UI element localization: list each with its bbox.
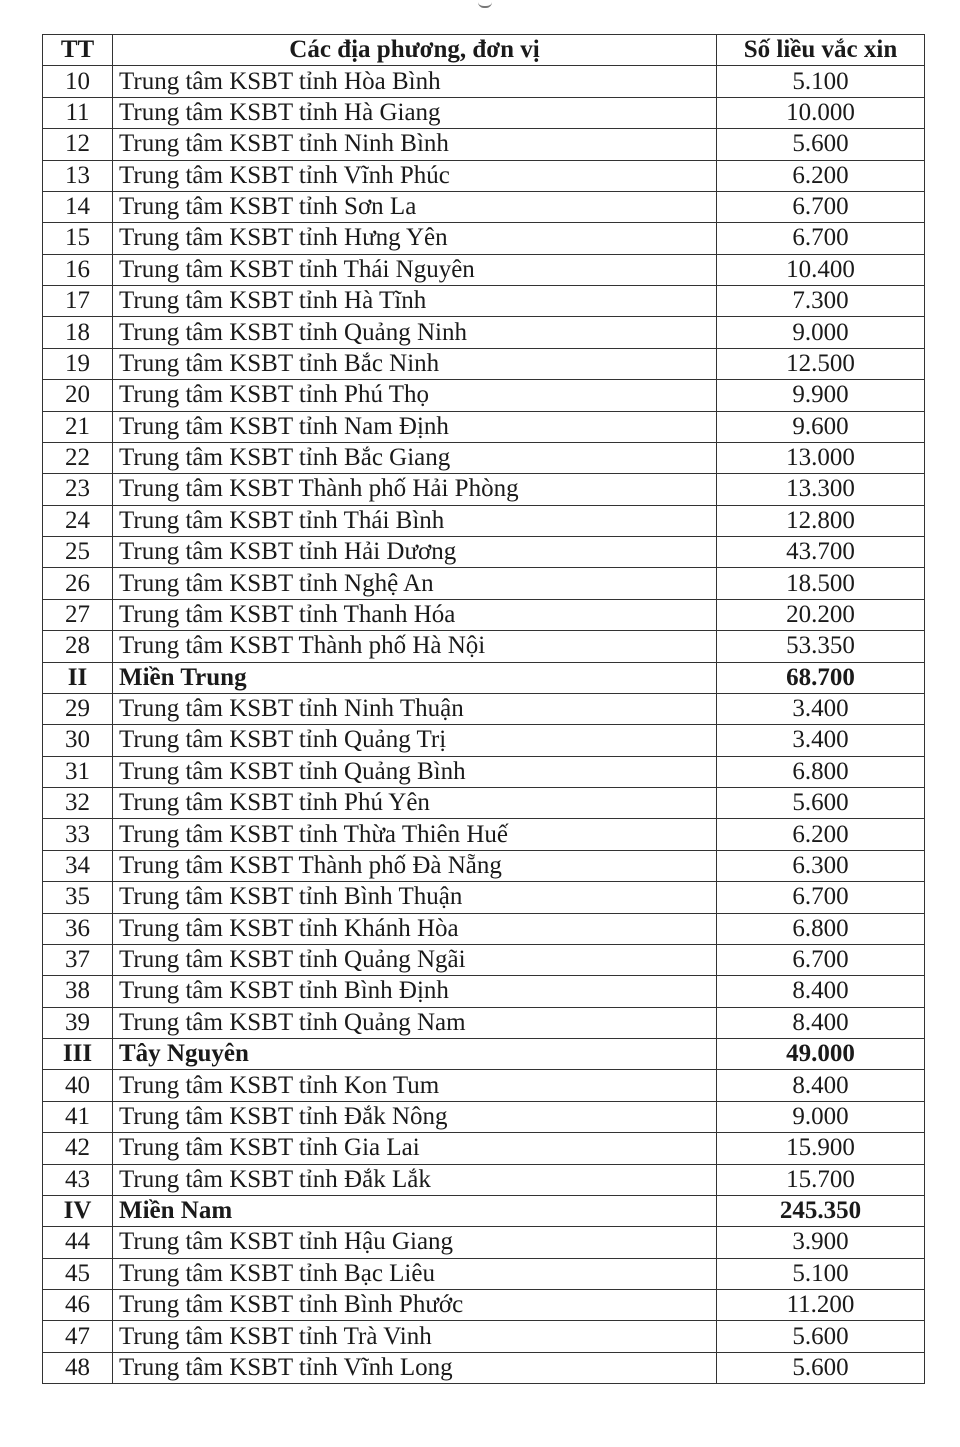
table-row [43, 631, 925, 662]
row-unit: Trung tâm KSBT tỉnh Hòa Bình [113, 66, 717, 97]
section-row [43, 1195, 925, 1226]
table-row [43, 944, 925, 975]
row-doses: 12.800 [717, 505, 925, 536]
header-doses: Số liều vắc xin [717, 35, 925, 66]
row-unit: Trung tâm KSBT tỉnh Quảng Bình [113, 756, 717, 787]
table-row [43, 976, 925, 1007]
row-doses: 6.800 [717, 756, 925, 787]
table-body [43, 66, 925, 1384]
row-unit: Trung tâm KSBT tỉnh Vĩnh Long [113, 1352, 717, 1383]
row-doses: 15.700 [717, 1164, 925, 1195]
row-doses: 6.700 [717, 191, 925, 222]
row-tt: 27 [43, 599, 113, 630]
row-tt: 42 [43, 1133, 113, 1164]
row-tt: 20 [43, 380, 113, 411]
row-doses: 5.600 [717, 129, 925, 160]
row-unit: Trung tâm KSBT tỉnh Bình Thuận [113, 882, 717, 913]
row-tt: III [43, 1039, 113, 1070]
header-unit: Các địa phương, đơn vị [113, 35, 717, 66]
row-tt: 15 [43, 223, 113, 254]
row-doses: 13.000 [717, 442, 925, 473]
row-unit: Trung tâm KSBT Thành phố Hải Phòng [113, 474, 717, 505]
table-row [43, 1007, 925, 1038]
row-unit: Trung tâm KSBT tỉnh Quảng Ngãi [113, 944, 717, 975]
row-tt: 11 [43, 97, 113, 128]
row-unit: Trung tâm KSBT tỉnh Hưng Yên [113, 223, 717, 254]
row-doses: 9.900 [717, 380, 925, 411]
row-tt: 33 [43, 819, 113, 850]
row-tt: 28 [43, 631, 113, 662]
table-row [43, 129, 925, 160]
row-tt: 30 [43, 725, 113, 756]
row-tt: 41 [43, 1101, 113, 1132]
row-unit: Trung tâm KSBT tỉnh Ninh Thuận [113, 693, 717, 724]
row-doses: 13.300 [717, 474, 925, 505]
row-tt: 45 [43, 1258, 113, 1289]
table-row [43, 1164, 925, 1195]
row-tt: II [43, 662, 113, 693]
row-tt: 31 [43, 756, 113, 787]
row-tt: 36 [43, 913, 113, 944]
row-tt: 46 [43, 1290, 113, 1321]
table-row [43, 819, 925, 850]
row-tt: 29 [43, 693, 113, 724]
table-row [43, 1070, 925, 1101]
row-tt: 21 [43, 411, 113, 442]
section-row [43, 662, 925, 693]
row-tt: 22 [43, 442, 113, 473]
row-tt: 43 [43, 1164, 113, 1195]
row-doses: 9.600 [717, 411, 925, 442]
row-unit: Trung tâm KSBT tỉnh Gia Lai [113, 1133, 717, 1164]
row-unit: Trung tâm KSBT tỉnh Hậu Giang [113, 1227, 717, 1258]
section-row [43, 1039, 925, 1070]
row-unit: Trung tâm KSBT tỉnh Thừa Thiên Huế [113, 819, 717, 850]
row-doses: 6.700 [717, 944, 925, 975]
row-doses: 68.700 [717, 662, 925, 693]
table-row [43, 286, 925, 317]
row-doses: 12.500 [717, 348, 925, 379]
row-tt: 19 [43, 348, 113, 379]
row-doses: 8.400 [717, 1070, 925, 1101]
row-tt: 40 [43, 1070, 113, 1101]
table-row [43, 693, 925, 724]
row-tt: 47 [43, 1321, 113, 1352]
row-unit: Trung tâm KSBT tỉnh Quảng Nam [113, 1007, 717, 1038]
row-doses: 245.350 [717, 1195, 925, 1226]
row-doses: 5.100 [717, 66, 925, 97]
row-tt: 38 [43, 976, 113, 1007]
row-doses: 5.600 [717, 788, 925, 819]
row-unit: Trung tâm KSBT tỉnh Hà Giang [113, 97, 717, 128]
row-doses: 53.350 [717, 631, 925, 662]
row-doses: 15.900 [717, 1133, 925, 1164]
row-unit: Trung tâm KSBT tỉnh Hà Tĩnh [113, 286, 717, 317]
table-row [43, 223, 925, 254]
row-doses: 6.200 [717, 819, 925, 850]
row-unit: Trung tâm KSBT Thành phố Đà Nẵng [113, 850, 717, 881]
row-tt: 32 [43, 788, 113, 819]
row-doses: 6.700 [717, 223, 925, 254]
row-unit: Trung tâm KSBT tỉnh Bắc Giang [113, 442, 717, 473]
row-tt: 26 [43, 568, 113, 599]
row-unit: Trung tâm KSBT tỉnh Nam Định [113, 411, 717, 442]
row-unit: Trung tâm KSBT tỉnh Ninh Bình [113, 129, 717, 160]
row-unit: Trung tâm KSBT tỉnh Quảng Trị [113, 725, 717, 756]
row-doses: 8.400 [717, 1007, 925, 1038]
header-tt: TT [43, 35, 113, 66]
page-top-mark [478, 0, 492, 8]
table-row [43, 474, 925, 505]
row-tt: 16 [43, 254, 113, 285]
table-row [43, 1133, 925, 1164]
row-unit: Trung tâm KSBT tỉnh Phú Yên [113, 788, 717, 819]
row-doses: 7.300 [717, 286, 925, 317]
table-row [43, 442, 925, 473]
row-doses: 18.500 [717, 568, 925, 599]
row-unit: Trung tâm KSBT tỉnh Khánh Hòa [113, 913, 717, 944]
row-doses: 10.000 [717, 97, 925, 128]
row-tt: 18 [43, 317, 113, 348]
row-doses: 11.200 [717, 1290, 925, 1321]
row-tt: 13 [43, 160, 113, 191]
row-tt: 10 [43, 66, 113, 97]
row-unit: Trung tâm KSBT tỉnh Đắk Nông [113, 1101, 717, 1132]
row-unit: Trung tâm KSBT Thành phố Hà Nội [113, 631, 717, 662]
row-unit: Trung tâm KSBT tỉnh Hải Dương [113, 537, 717, 568]
table-row [43, 1290, 925, 1321]
row-unit: Trung tâm KSBT tỉnh Nghệ An [113, 568, 717, 599]
table-row [43, 348, 925, 379]
row-unit: Trung tâm KSBT tỉnh Trà Vinh [113, 1321, 717, 1352]
row-unit: Trung tâm KSBT tỉnh Quảng Ninh [113, 317, 717, 348]
row-unit: Trung tâm KSBT tỉnh Bình Phước [113, 1290, 717, 1321]
row-tt: 39 [43, 1007, 113, 1038]
row-unit: Trung tâm KSBT tỉnh Thanh Hóa [113, 599, 717, 630]
row-unit: Trung tâm KSBT tỉnh Bình Định [113, 976, 717, 1007]
row-tt: 37 [43, 944, 113, 975]
row-doses: 9.000 [717, 317, 925, 348]
row-tt: 17 [43, 286, 113, 317]
header-row [43, 35, 925, 66]
row-doses: 10.400 [717, 254, 925, 285]
table-row [43, 1101, 925, 1132]
table-row [43, 882, 925, 913]
table-row [43, 725, 925, 756]
table-row [43, 66, 925, 97]
table-row [43, 97, 925, 128]
row-doses: 3.400 [717, 725, 925, 756]
row-doses: 43.700 [717, 537, 925, 568]
table-row [43, 537, 925, 568]
row-doses: 49.000 [717, 1039, 925, 1070]
row-doses: 8.400 [717, 976, 925, 1007]
row-unit: Trung tâm KSBT tỉnh Vĩnh Phúc [113, 160, 717, 191]
table-row [43, 1258, 925, 1289]
row-tt: 34 [43, 850, 113, 881]
row-doses: 6.300 [717, 850, 925, 881]
table-row [43, 1227, 925, 1258]
table-row [43, 568, 925, 599]
row-doses: 6.700 [717, 882, 925, 913]
row-tt: IV [43, 1195, 113, 1226]
table-header [43, 35, 925, 66]
table-row [43, 411, 925, 442]
table-row [43, 913, 925, 944]
row-doses: 5.100 [717, 1258, 925, 1289]
row-unit: Trung tâm KSBT tỉnh Sơn La [113, 191, 717, 222]
row-tt: 23 [43, 474, 113, 505]
table-row [43, 160, 925, 191]
table-row [43, 254, 925, 285]
row-unit: Trung tâm KSBT tỉnh Đắk Lắk [113, 1164, 717, 1195]
row-doses: 5.600 [717, 1352, 925, 1383]
row-unit: Trung tâm KSBT tỉnh Phú Thọ [113, 380, 717, 411]
row-tt: 25 [43, 537, 113, 568]
row-unit: Trung tâm KSBT tỉnh Kon Tum [113, 1070, 717, 1101]
table-row [43, 191, 925, 222]
row-tt: 12 [43, 129, 113, 160]
row-unit: Tây Nguyên [113, 1039, 717, 1070]
row-doses: 3.900 [717, 1227, 925, 1258]
table-row [43, 756, 925, 787]
table-row [43, 505, 925, 536]
table-row [43, 1321, 925, 1352]
table-row [43, 599, 925, 630]
row-doses: 9.000 [717, 1101, 925, 1132]
row-unit: Trung tâm KSBT tỉnh Thái Nguyên [113, 254, 717, 285]
row-doses: 5.600 [717, 1321, 925, 1352]
table-row [43, 380, 925, 411]
row-tt: 35 [43, 882, 113, 913]
row-tt: 44 [43, 1227, 113, 1258]
row-unit: Miền Trung [113, 662, 717, 693]
row-unit: Miền Nam [113, 1195, 717, 1226]
table-row [43, 788, 925, 819]
row-tt: 48 [43, 1352, 113, 1383]
vaccine-allocation-table [42, 34, 925, 1384]
table-row [43, 850, 925, 881]
row-doses: 6.800 [717, 913, 925, 944]
row-doses: 3.400 [717, 693, 925, 724]
row-doses: 6.200 [717, 160, 925, 191]
table-row [43, 1352, 925, 1383]
table-row [43, 317, 925, 348]
row-unit: Trung tâm KSBT tỉnh Thái Bình [113, 505, 717, 536]
row-tt: 14 [43, 191, 113, 222]
row-unit: Trung tâm KSBT tỉnh Bắc Ninh [113, 348, 717, 379]
row-doses: 20.200 [717, 599, 925, 630]
row-tt: 24 [43, 505, 113, 536]
row-unit: Trung tâm KSBT tỉnh Bạc Liêu [113, 1258, 717, 1289]
